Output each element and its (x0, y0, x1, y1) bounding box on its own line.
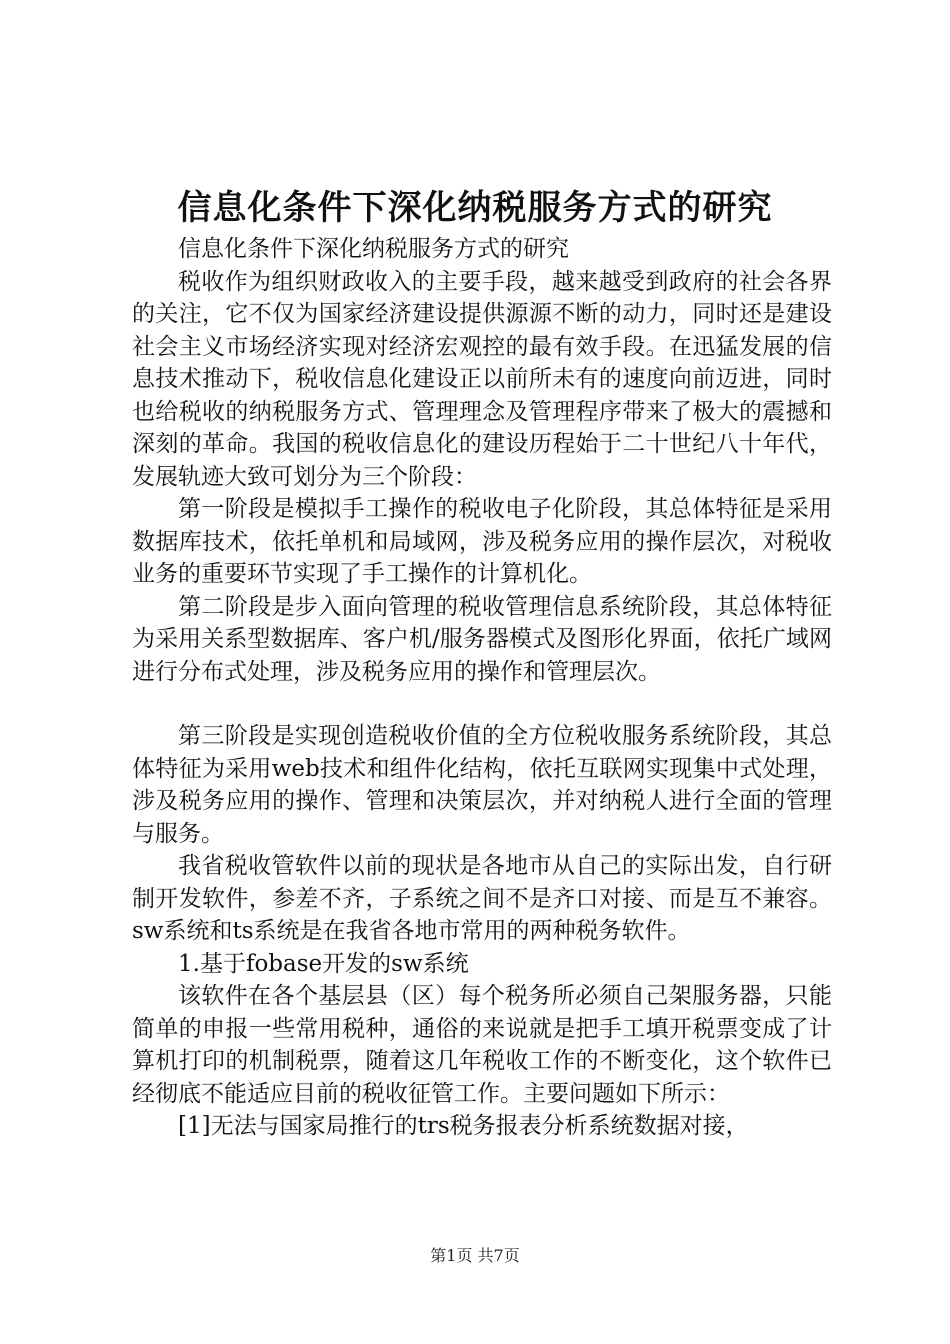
document-body (132, 233, 832, 1143)
paragraph-stage-one: 第一阶段是模拟手工操作的税收电子化阶段，其总体特征是采用数据库技术，依托单机和局域网，涉及税务应用的操作层次，对税收业务的重要环节实现了手工操作的计算机化。 (132, 496, 832, 587)
page-number-footer: 第1页 共7页 (430, 1246, 520, 1265)
paragraph-stage-three: 第三阶段是实现创造税收价值的全方位税收服务系统阶段，其总体特征为采用web技术和组件化结构，依托互联网实现集中式处理，涉及税务应用的操作、管理和决策层次，并对纳税人进行全面的管理与服务。 (132, 723, 832, 847)
paragraph-sw-description: 该软件在各个基层县（区）每个税务所必须自己架服务器，只能简单的申报一些常用税种，通俗的来说就是把手工填开税票变成了计算机打印的机制税票，随着这几年税收工作的不断变化，这个软件已经彻底不能适应目前的税收征管工作。主要问题如下所示： (132, 983, 832, 1107)
paragraph-provincial-status: 我省税收管软件以前的现状是各地市从自己的实际出发，自行研制开发软件，参差不齐，子系统之间不是齐口对接、而是互不兼容。sw系统和ts系统是在我省各地市常用的两种税务软件。 (132, 853, 832, 944)
paragraph-stage-two: 第二阶段是步入面向管理的税收管理信息系统阶段，其总体特征为采用关系型数据库、客户机/服务器模式及图形化界面，依托广域网进行分布式处理，涉及税务应用的操作和管理层次。 (132, 593, 832, 685)
document-title: 信息化条件下深化纳税服务方式的研究 (177, 188, 773, 228)
paragraph-heading-sw-system: 1.基于fobase开发的sw系统 (178, 950, 469, 977)
paragraph-issue-1: [1]无法与国家局推行的trs税务报表分析系统数据对接， (178, 1113, 749, 1139)
paragraph-intro: 税收作为组织财政收入的主要手段，越来越受到政府的社会各界的关注，它不仅为国家经济建设提供源源不断的动力，同时还是建设社会主义市场经济实现对经济宏观控的最有效手段。在迅猛发展的信息技术推动下，税收信息化建设正以前所未有的速度向前迈进，同时也给税收的纳税服务方式、管理理念及管理程序带来了极大的震撼和深刻的革命。我国的税收信息化的建设历程始于二十世纪八十年代，发展轨迹大致可划分为三个阶段： (132, 268, 832, 490)
paragraph-subtitle: 信息化条件下深化纳税服务方式的研究 (178, 236, 569, 262)
